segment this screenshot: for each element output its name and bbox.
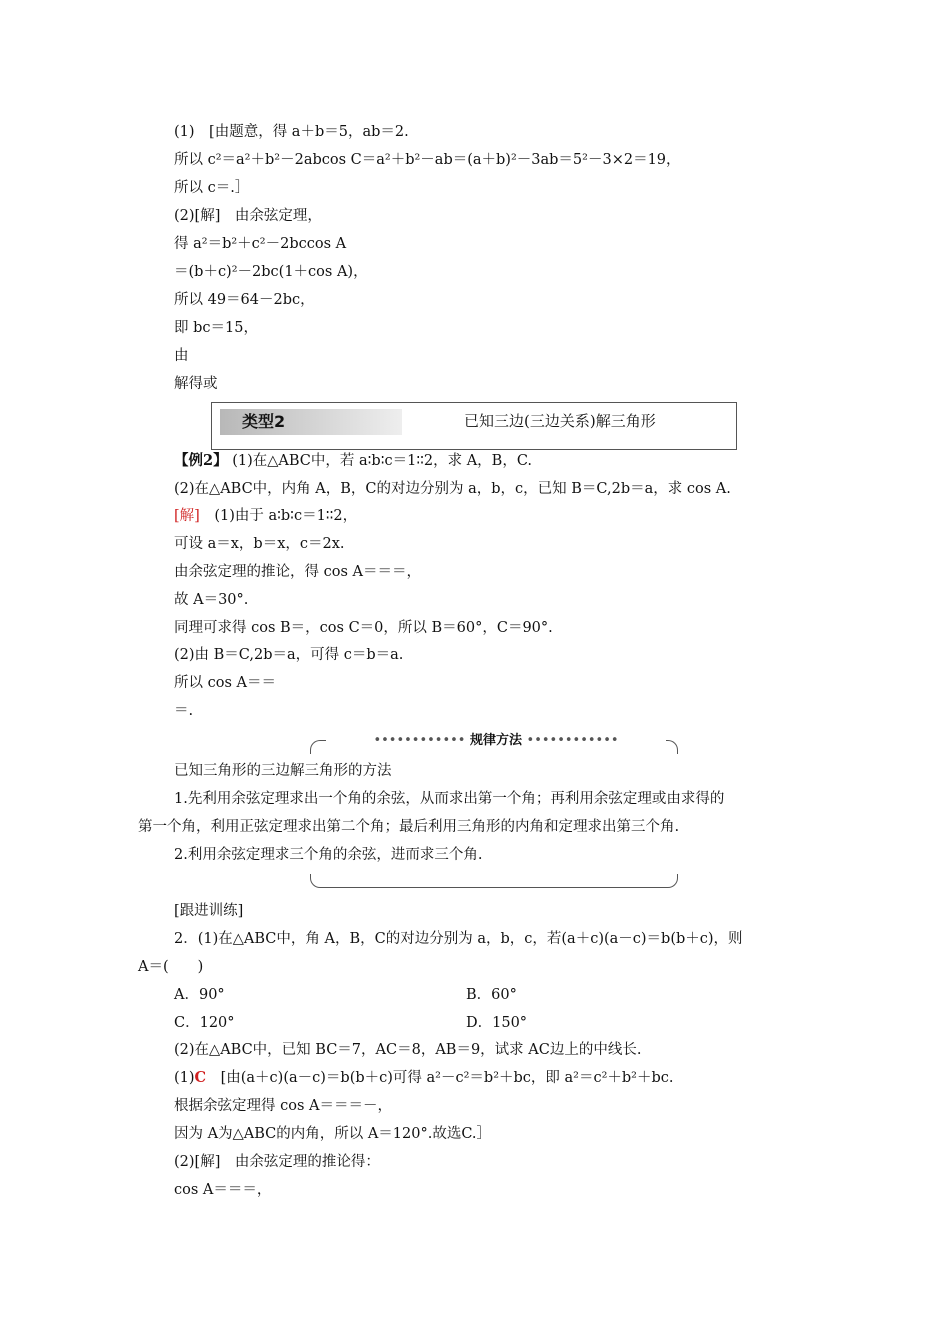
method-label [326, 731, 666, 751]
dots-decoration: •••••••••••• [373, 733, 466, 748]
example-solution-1 [174, 506, 357, 526]
text-line: (2)[解] 由余弦定理的推论得： [174, 1154, 380, 1170]
method-frame-bottom [310, 874, 678, 888]
text-line: 同理可求得 cos B＝，cos C＝0，所以 B＝60°，C＝90°. [174, 620, 553, 636]
method-item-1: 1.先利用余弦定理求出一个角的余弦，从而求出第一个角；再利用余弦定理或由求得的 [174, 791, 725, 807]
option-c: C．120° [174, 1015, 235, 1031]
text-line: 由 [174, 348, 189, 364]
method-label-text: 规律方法 [469, 733, 522, 748]
text-line: ＝(b＋c)²－2bc(1＋cos A)， [174, 264, 368, 280]
example-question-1 [174, 451, 532, 471]
solution-text: (1)由于 a∶b∶c＝1∶∶2， [214, 508, 358, 524]
practice-q2: (2)在△ABC中，已知 BC＝7，AC＝8，AB＝9，试求 AC边上的中线长. [174, 1042, 642, 1058]
text-line: ＝. [174, 703, 194, 719]
text-line: cos A＝＝＝， [174, 1182, 272, 1198]
method-item-1-cont: 第一个角，利用正弦定理求出第二个角；最后利用三角形的内角和定理求出第三个角. [138, 819, 680, 835]
example-label: 【例2】 [174, 452, 228, 469]
text-line: 所以 c²＝a²＋b²－2abcos C＝a²＋b²－ab＝(a＋b)²－3ab＝5²－3×2＝19， [174, 152, 681, 168]
text-line: 解得或 [174, 376, 218, 392]
text-line: 可设 a＝x，b＝x，c＝2x. [174, 536, 345, 552]
type-title: 已知三边(三边关系)解三角形 [464, 412, 656, 430]
text-line: 所以 49＝64－2bc， [174, 292, 315, 308]
type-box [211, 402, 737, 450]
practice-answer [174, 1068, 674, 1088]
option-a: A．90° [174, 987, 225, 1003]
text-line: 根据余弦定理得 cos A＝＝＝－， [174, 1098, 392, 1114]
text-line: 因为 A为△ABC的内角，所以 A＝120°.故选C.］ [174, 1126, 492, 1142]
option-b: B．60° [466, 987, 517, 1003]
text-line: 由余弦定理的推论，得 cos A＝＝＝， [174, 564, 421, 580]
dots-decoration: •••••••••••• [526, 733, 619, 748]
method-item-2: 2.利用余弦定理求三个角的余弦，进而求三个角. [174, 847, 483, 863]
text-line: 即 bc＝15， [174, 320, 258, 336]
practice-heading: [跟进训练] [174, 903, 244, 919]
text-line: 故 A＝30°. [174, 592, 249, 608]
option-d: D．150° [466, 1015, 528, 1031]
solution-tag: [解] [174, 508, 200, 524]
example-q1: (1)在△ABC中，若 a∶b∶c＝1∶∶2，求 A，B，C. [232, 453, 533, 469]
text-line: (2)[解] 由余弦定理， [174, 208, 322, 224]
type-tab: 类型2 [220, 409, 402, 435]
answer-text: [由(a＋c)(a－c)＝b(b＋c)可得 a²－c²＝b²＋bc，即 a²＝c²＋b²＋bc. [206, 1070, 674, 1086]
text-line: 得 a²＝b²＋c²－2bccos A [174, 236, 347, 252]
text-line: (1) [由题意，得 a＋b＝5，ab＝2. [174, 124, 409, 140]
text-line: 所以 c＝.］ [174, 180, 250, 196]
practice-question-cont: A＝( ) [138, 959, 204, 975]
text-line: (2)由 B＝C,2b＝a，可得 c＝b＝a. [174, 647, 404, 663]
example-q2: (2)在△ABC中，内角 A，B，C的对边分别为 a，b，c，已知 B＝C,2b＝a，求 cos A. [174, 481, 731, 497]
text-line: 所以 cos A＝＝ [174, 675, 276, 691]
practice-question: 2．(1)在△ABC中，角 A，B，C的对边分别为 a，b，c，若(a＋c)(a－c)＝b(b＋c)，则 [174, 931, 743, 947]
answer-prefix: (1) [174, 1070, 195, 1086]
answer-letter: C [194, 1069, 207, 1086]
method-heading: 已知三角形的三边解三角形的方法 [174, 763, 392, 779]
